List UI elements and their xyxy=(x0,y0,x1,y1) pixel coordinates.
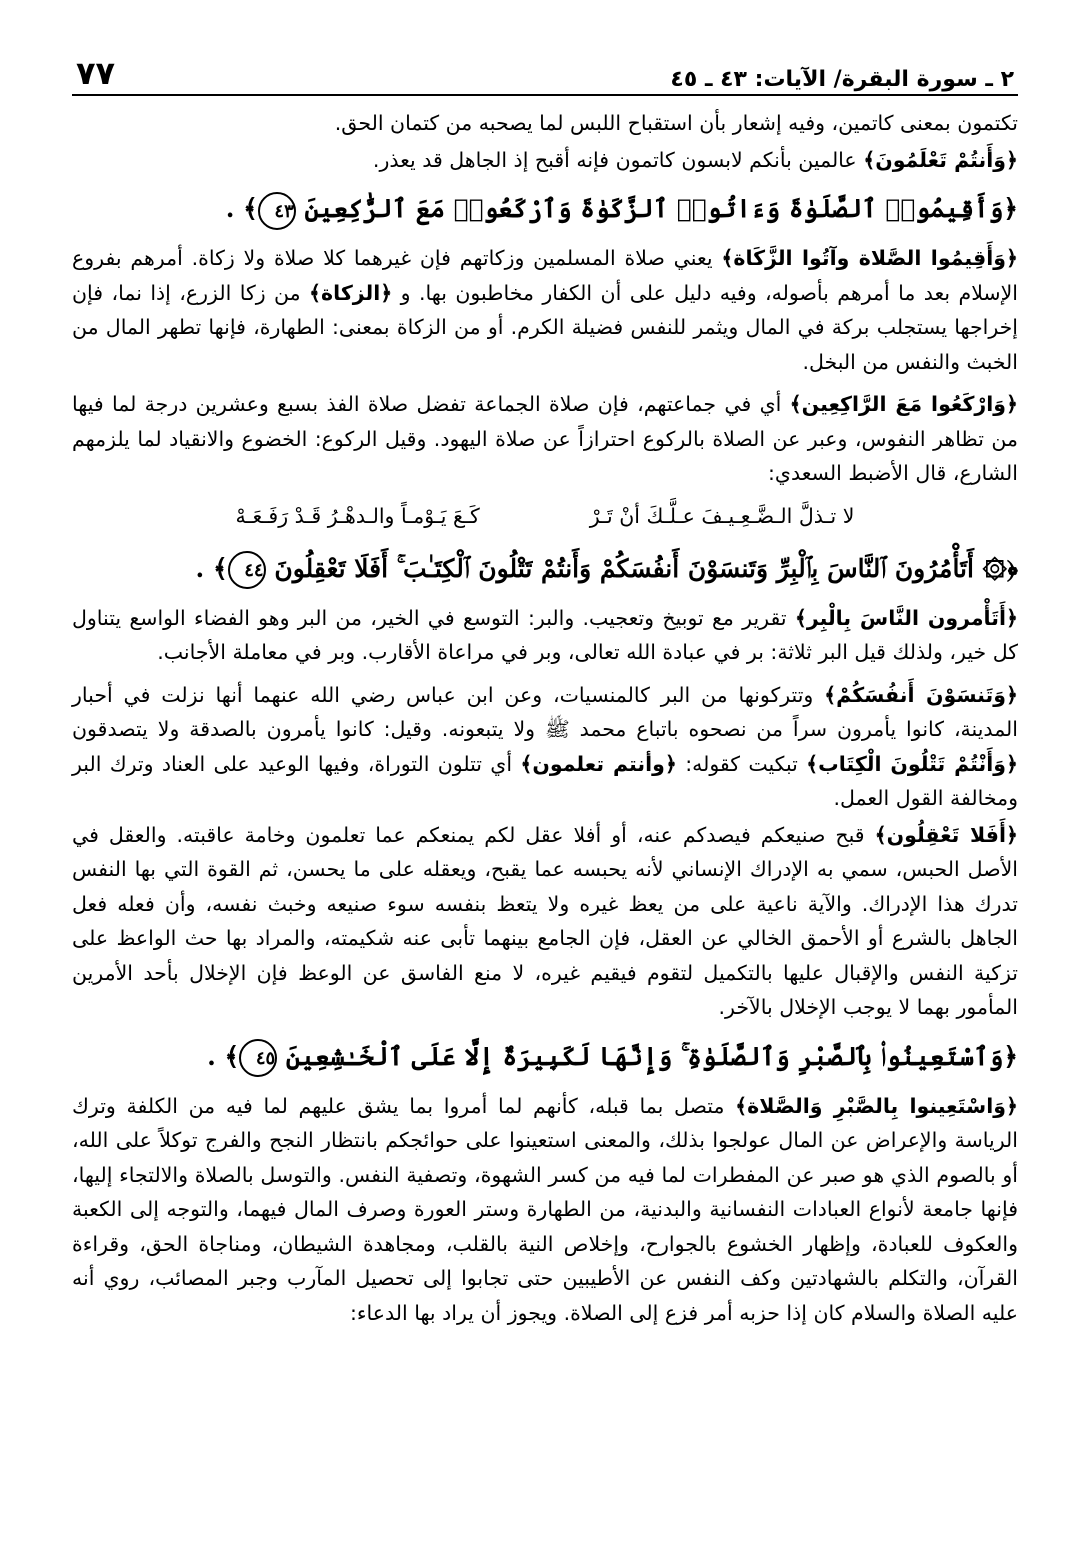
paragraph-text: تكتمون بمعنى كاتمين، وفيه إشعار بأن استقباح اللبس لما يصحبه من كتمان الحق. xyxy=(334,111,1018,135)
running-title: ٢ ـ سورة البقرة/ الآيات: ٤٣ ـ ٤٥ xyxy=(670,67,1014,92)
ayah-number-marker: ٤٤ xyxy=(228,551,266,589)
paragraph-text: قبح صنيعكم فيصدكم عنه، أو أفلا عقل لكم يمنعكم عما تعلمون وخامة عاقبته. والعقل في الأصل الحبس، سمي به الإدراك الإنساني لأنه يحبسه عما يقبح، ويعقله على ما يحسن، ثم القوة التي بها النفس تدرك هذا الإدراك. والآية ناعية على من يعظ غيره ولا يتعظ بنفسه سوء صنيعه وخبث نفسه، وأن فعله فعل الجاهل بالشرع أو الأحمق الخالي عن العقل، فإن الجامع بينهما تأبى عنه شكيمته، والمراد بها حث الواعظ على تزكية النفس والإقبال عليها بالتكميل لتقوم فيقيم غيره، لا منع الفاسق عن الوعظ فإن الإخلال بأحد الأمرين المأمور بهما لا يوجب الإخلال بالآخر. xyxy=(72,822,1018,1019)
ayah-number-marker: ٤٣ xyxy=(258,192,296,230)
paragraph-1 xyxy=(72,106,1018,141)
page-number: ٧٧ xyxy=(76,54,116,92)
paragraph-text: أي في جماعتهم، فإن صلاة الجماعة تفضل صلاة الفذ بسبع وعشرين درجة لما فيها من تظاهر النفوس، وعبر عن الصلاة بالركوع احترازاً عن صلاة اليهود. وقيل الركوع: الخضوع والانقياد لما يلزمهم الشارع، قال الأضبط السعدي: xyxy=(72,392,1018,485)
paragraph-8 xyxy=(72,1089,1018,1331)
quran-keyword: ﴿وَتَنسَوْنَ أَنفُسَكُمْ﴾ xyxy=(824,682,1018,707)
poem-verse xyxy=(72,497,1018,535)
paragraph-4 xyxy=(72,387,1018,491)
paragraph-7 xyxy=(72,818,1018,1025)
ayah-45 xyxy=(72,1035,1018,1079)
paragraph-text: أي تتلون التوراة، وفيها الوعيد على العناد وترك البر ومخالفة القول العمل. xyxy=(72,751,1018,810)
ayah-end-bracket: ﴾ . xyxy=(195,553,228,583)
quran-keyword: ﴿أَتَأْمرون النَّاسَ بِالْبِر﴾ xyxy=(794,605,1018,630)
paragraph-6 xyxy=(72,678,1018,816)
poem-hemistich-right: لا تـذلَّ الـضَّـعِـيـفَ عـلَّـكَ أنْ تَـرْ xyxy=(589,503,855,528)
ayah-end-bracket: ﴾ . xyxy=(225,194,258,223)
poem-hemistich-left: كَـعَ يَـوْمـاً والـدهْـرُ قَـدْ رَفَـعَـهْ xyxy=(235,503,480,528)
ayah-text: ﴿وَأَقِيمُوا۟ ٱلصَّلَوٰةَ وَءَاتُوا۟ ٱلزَّكَوٰةَ وَٱرْكَعُوا۟ مَعَ ٱلرَّٰكِعِينَ xyxy=(304,194,1018,223)
paragraph-text: عالمين بأنكم لابسون كاتمون فإنه أقبح إذ الجاهل قد يعذر. xyxy=(372,147,864,172)
paragraph-text: تقرير مع توبيخ وتعجيب. والبر: التوسع في الخير، من البر وهو الفضاء الواسع يتناول كل خير، ولذلك قيل البر ثلاثة: بر في عبادة الله تعالى، وبر في مراعاة الأقارب. وبر في معاملة الأجانب. xyxy=(72,605,1018,664)
paragraph-text: تبكيت كقوله: xyxy=(676,751,807,776)
paragraph-2 xyxy=(72,143,1018,178)
quran-keyword: ﴿الزكاة﴾ xyxy=(309,280,393,305)
page-header xyxy=(72,46,1018,96)
ayah-number-marker: ٤٥ xyxy=(239,1039,277,1077)
page-body xyxy=(72,106,1018,1330)
quran-keyword: ﴿وَأَنْتُمْ تَتْلُونَ الْكِتَاب﴾ xyxy=(806,751,1018,776)
paragraph-5 xyxy=(72,601,1018,670)
paragraph-text: متصل بما قبله، كأنهم لما أمروا بما يشق عليهم لما فيه من الكلفة وترك الرياسة والإعراض عن المال عولجوا بذلك، والمعنى استعينوا على حوائجكم بانتظار النجح والفرج توكلاً على الله، أو بالصوم الذي هو صبر عن المفطرات لما فيه من كسر الشهوة، وتصفية النفس. والتوسل بالصلاة والالتجاء إليها، فإنها جامعة لأنواع العبادات النفسانية والبدنية، من الطهارة وستر العورة وصرف المال فيهما، والتوجه إلى الكعبة والعكوف للعبادة، وإظهار الخشوع بالجوارح، وإخلاص النية بالقلب، ومجاهدة الشيطان، ومناجاة الحق، وقراءة القرآن، والتكلم بالشهادتين وكف النفس عن الأطيبين حتى تجابوا إلى تحصيل المآرب وجبر المصائب، روي أنه عليه الصلاة والسلام كان إذا حزبه أمر فزع إلى الصلاة. ويجوز أن يراد بها الدعاء: xyxy=(72,1093,1018,1325)
ayah-text: ﴿وَٱسْتَعِينُوا۟ بِٱلصَّبْرِ وَٱلصَّلَوٰةِ ۚ وَإِنَّهَا لَكَبِيرَةٌ إِلَّا عَلَى ٱلْخَـٰشِعِينَ xyxy=(285,1041,1018,1071)
paragraph-3 xyxy=(72,241,1018,379)
ayah-end-bracket: ﴾ . xyxy=(207,1041,240,1071)
paragraph-text: يعني صلاة المسلمين وزكاتهم فإن غيرهما كلا صلاة ولا زكاة. أمرهم بفروع الإسلام بعد ما أمرهم بأصوله، وفيه دليل على أن الكفار مخاطبون بها. و xyxy=(72,246,1018,305)
quran-keyword: ﴿وَارْكَعُوا مَعَ الرَّاكِعِين﴾ xyxy=(789,392,1019,416)
paragraph-text: وتتركونها من البر كالمنسيات، وعن ابن عباس رضي الله عنهما أنها نزلت في أحبار المدينة، كانوا يأمرون سراً من نصحوه باتباع محمد ﷺ ولا يتبعونه. وقيل: كانوا يأمرون بالصدقة ولا يتصدقون xyxy=(72,682,1018,741)
quran-keyword: ﴿وَأَنتُمْ تَعْلَمُونَ﴾ xyxy=(863,147,1018,172)
quran-keyword: ﴿وَأَقِيمُوا الصَّلاة وآتُوا الزَّكَاة﴾ xyxy=(721,246,1018,270)
quran-keyword: ﴿أَفَلا تَعْقِلُون﴾ xyxy=(874,822,1018,847)
ayah-text: ﴿۞ أَتَأْمُرُونَ ٱلنَّاسَ بِٱلْبِرِّ وَتَنسَوْنَ أَنفُسَكُمْ وَأَنتُمْ تَتْلُونَ ٱلْكِتَـٰبَ ۚ أَفَلَا تَعْقِلُونَ xyxy=(274,553,1018,583)
quran-keyword: ﴿وَاسْتَعِينوا بِالصَّبْرِ وَالصَّلاة﴾ xyxy=(735,1093,1019,1118)
ayah-44 xyxy=(72,547,1018,591)
ayah-43 xyxy=(72,187,1018,231)
quran-keyword: ﴿وأنتم تعلمون﴾ xyxy=(520,751,677,776)
paragraph-text: من زكا الزرع، إذا نما، فإن إخراجها يستجلب بركة في المال ويثمر للنفس فضيلة الكرم. أو من الزكاة بمعنى: الطهارة، فإنها تطهر المال من الخبث والنفس من البخل. xyxy=(72,280,1018,374)
